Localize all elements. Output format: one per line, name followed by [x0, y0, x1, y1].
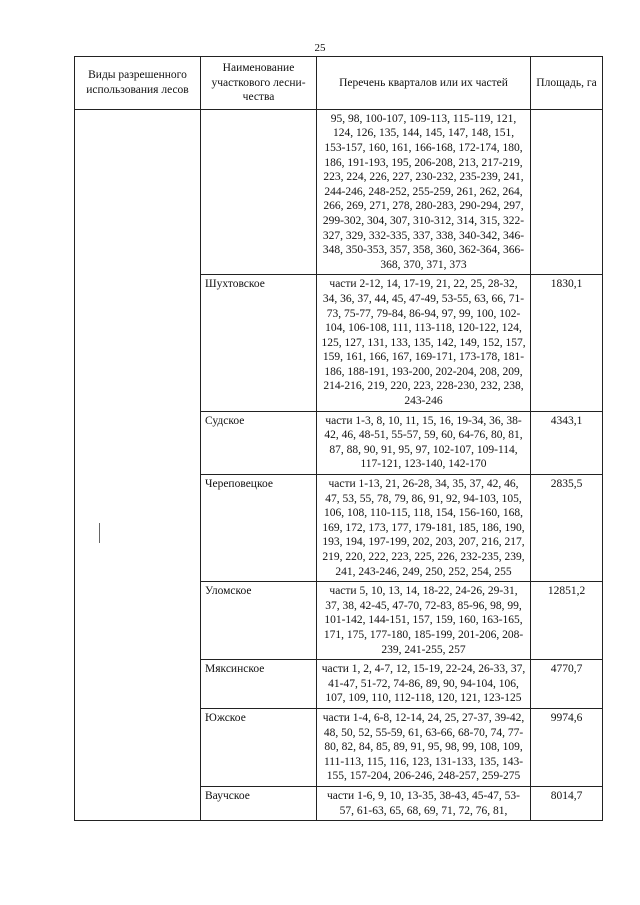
area-value: 4343,1	[531, 411, 603, 474]
forestry-name: Ваучское	[201, 786, 317, 820]
quarters-list: 95, 98, 100-107, 109-113, 115-119, 121, 124, 126, 135, 144, 145, 147, 148, 151, 153-157, 160, 161, 166-168, 172-174, 180, 186, 191-193, 195, 206-208, 213, 217-219, 223, 224, 226, 227, 230-232, 235-239, 241, 244-246, 248-252, 255-259, 261, 262, 264, 266, 269, 271, 278, 280-283, 290-294, 297, 299-302, 304, 307, 310-312, 314, 315, 322-327, 329, 332-335, 337, 338, 340-342, 346-348, 350-353, 357, 358, 360, 362-364, 366-368, 370, 371, 373	[317, 109, 531, 275]
forestry-name: Шухтовское	[201, 275, 317, 411]
header-area: Площадь, га	[531, 57, 603, 110]
area-value: 12851,2	[531, 582, 603, 660]
page-number: 25	[314, 42, 326, 54]
area-value: 1830,1	[531, 275, 603, 411]
forest-use-table	[74, 56, 603, 821]
header-use-type: Виды разрешенного использования лесов	[75, 57, 201, 110]
forestry-name: Уломское	[201, 582, 317, 660]
quarters-list: части 5, 10, 13, 14, 18-22, 24-26, 29-31, 37, 38, 42-45, 47-70, 72-83, 85-96, 98, 99, 101-142, 144-151, 157, 159, 160, 163-165, 171, 175, 177-180, 185-199, 201-206, 208-239, 241-255, 257	[317, 582, 531, 660]
forestry-name	[201, 109, 317, 275]
area-value: 4770,7	[531, 660, 603, 709]
quarters-list: части 1-3, 8, 10, 11, 15, 16, 19-34, 36, 38-42, 46, 48-51, 55-57, 59, 60, 64-76, 80, 81, 87, 88, 90, 91, 95, 97, 102-107, 109-114, 117-121, 123-140, 142-170	[317, 411, 531, 474]
area-value	[531, 109, 603, 275]
quarters-list: части 1, 2, 4-7, 12, 15-19, 22-24, 26-33, 37, 41-47, 51-72, 74-86, 89, 90, 94-104, 106, 107, 109, 110, 112-118, 120, 121, 123-125	[317, 660, 531, 709]
quarters-list: части 2-12, 14, 17-19, 21, 22, 25, 28-32, 34, 36, 37, 44, 45, 47-49, 53-55, 63, 66, 71-73, 75-77, 79-84, 86-94, 97, 99, 100, 102-104, 106-108, 111, 113-118, 120-122, 124, 125, 127, 131, 133, 135, 142, 149, 152, 157, 159, 161, 166, 167, 169-171, 173-178, 181-186, 188-191, 193-200, 202-204, 208, 209, 214-216, 219, 220, 223, 228-230, 232, 238, 243-246	[317, 275, 531, 411]
forestry-name: Судское	[201, 411, 317, 474]
table-header-row	[75, 57, 603, 110]
area-value: 2835,5	[531, 475, 603, 582]
quarters-list: части 1-13, 21, 26-28, 34, 35, 37, 42, 46, 47, 53, 55, 78, 79, 86, 91, 92, 94-103, 105, 106, 108, 110-115, 118, 154, 156-160, 168, 169, 172, 173, 177, 179-181, 185, 186, 190, 193, 194, 197-199, 202, 203, 207, 216, 217, 219, 220, 222, 223, 225, 226, 232-235, 239, 241, 243-246, 249, 250, 252, 254, 255	[317, 475, 531, 582]
forestry-name: Южское	[201, 708, 317, 786]
quarters-list: части 1-6, 9, 10, 13-35, 38-43, 45-47, 53-57, 61-63, 65, 68, 69, 71, 72, 76, 81,	[317, 786, 531, 820]
header-quarters: Перечень кварталов или их частей	[317, 57, 531, 110]
quarters-list: части 1-4, 6-8, 12-14, 24, 25, 27-37, 39-42, 48, 50, 52, 55-59, 61, 63-66, 68-70, 74, 77-80, 82, 84, 85, 89, 91, 95, 98, 99, 108, 109, 111-113, 115, 116, 123, 131-133, 135, 143-155, 157-204, 206-246, 248-257, 259-275	[317, 708, 531, 786]
area-value: 8014,7	[531, 786, 603, 820]
use-type-cell	[75, 109, 201, 820]
scan-mark	[99, 523, 100, 543]
header-forestry: Наименование участкового лесни-чества	[201, 57, 317, 110]
area-value: 9974,6	[531, 708, 603, 786]
forestry-name: Мяксинское	[201, 660, 317, 709]
forestry-name: Череповецкое	[201, 475, 317, 582]
table-row	[75, 109, 603, 275]
